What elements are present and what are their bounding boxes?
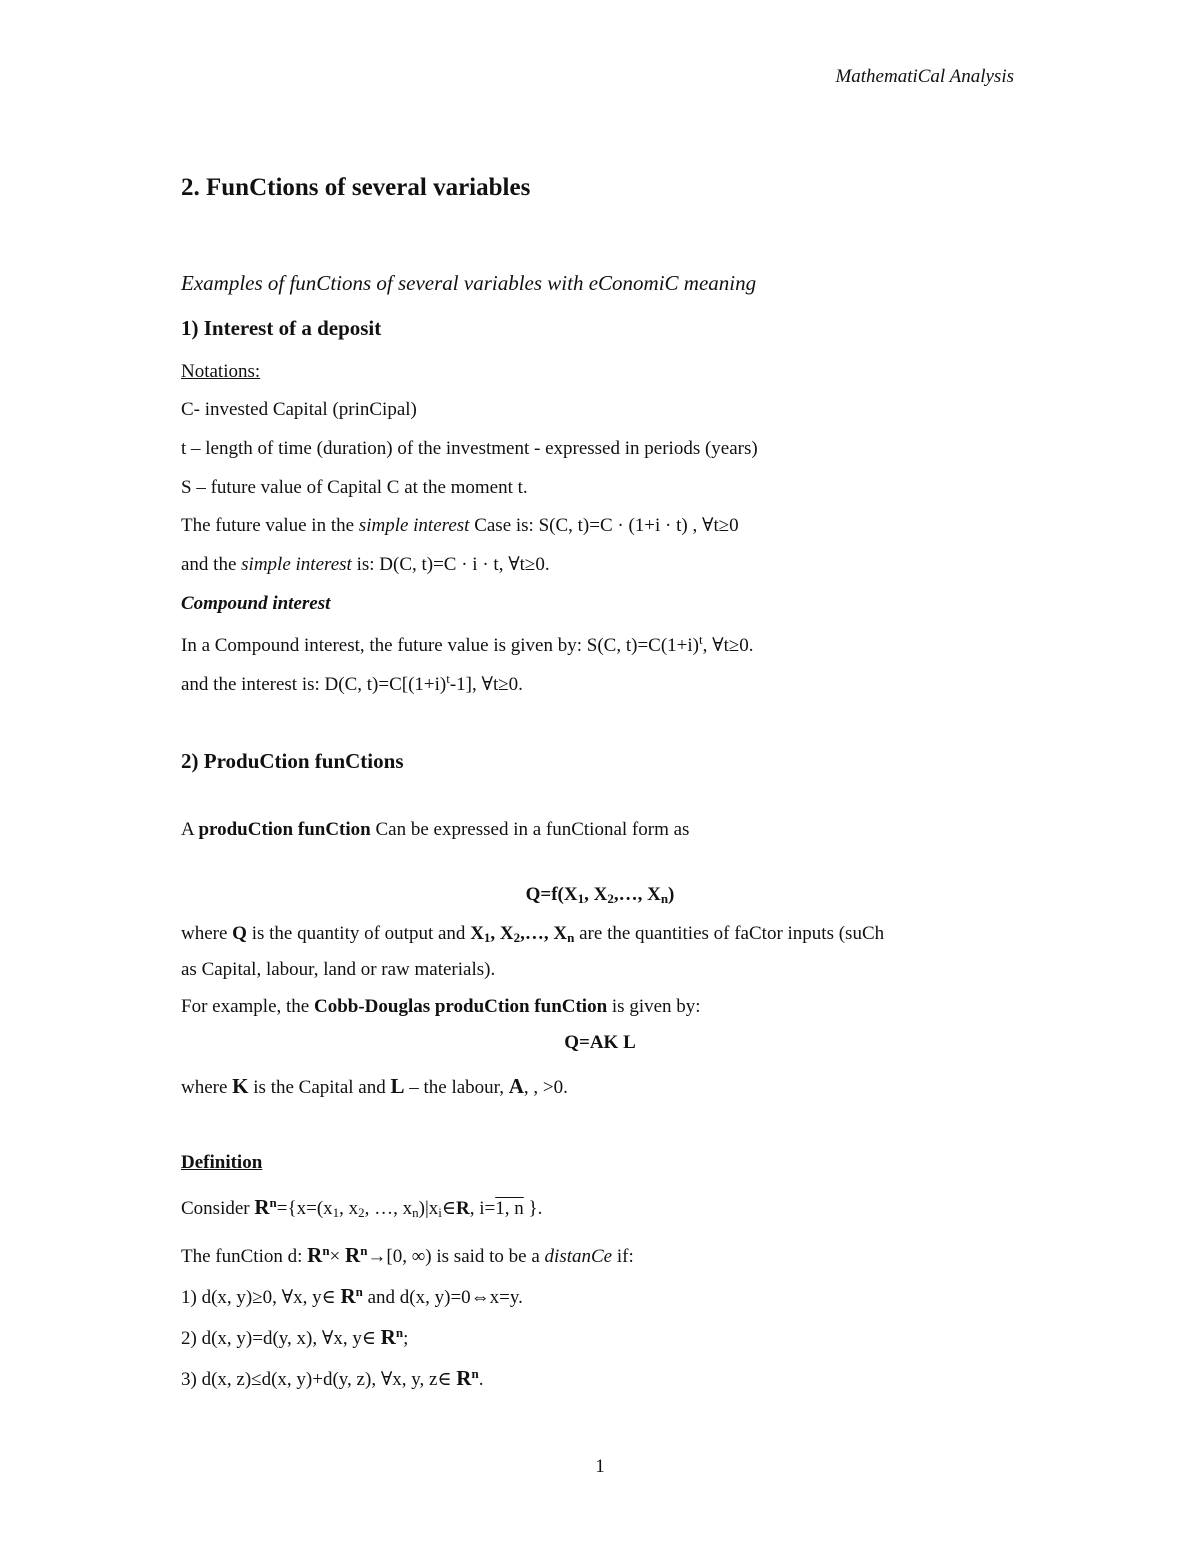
subtitle: Examples of funCtions of several variables with eConomiC meaning [181,271,757,295]
notation-t: t – length of time (duration) of the investment - expressed in periods (years) [181,438,758,459]
production-where-line-2: as Capital, labour, land or raw materials). [181,959,496,980]
cobb-douglas-formula: Q=AK L [564,1032,636,1053]
cobb-douglas-where: where K is the Capital and L – the labour, A, , >0. [181,1074,568,1098]
definition-label: Definition [181,1152,263,1173]
running-head: MathematiCal Analysis [835,66,1014,87]
production-function-formula: $Q=f(X_1$, $X_2,\dots$, $X_n$) [525,884,675,906]
distance-property-3: 3) d(x, z)≤d(x, y)+d(y, z), ∀x, y, z∈ $R^n$. [181,1366,484,1390]
notations-label: Notations: [181,361,261,382]
compound-interest-heading: Compound interest [181,593,331,614]
cobb-douglas-intro: For example, the Cobb-Douglas produCtion funCtion is given by: [181,996,701,1017]
rn-definition: Consider $R^n=\{x=(x_1$, $x_2$, …, $x_n)|x_i\in R$, i=1, n }. [181,1195,543,1220]
distance-definition: The funCtion d: $R^n\times R^n\to[0$, ∞) is said to be a distanCe if: [181,1243,634,1267]
heading-interest-deposit: 1) Interest of a deposit [181,316,382,340]
distance-property-2: 2) d(x, y)=d(y, x), ∀x, y∈ $R^n$; [181,1325,409,1349]
production-function-intro: A produCtion funCtion Can be expressed in a funCtional form as [181,819,690,840]
distance-property-1: 1) d(x, y)≥0, ∀x, y∈ $R^n$ and d(x, y)=0⇔x=y. [181,1284,523,1308]
page-number: 1 [595,1456,605,1477]
compound-interest-formula: and the interest is: D(C, $t)=C[(1+i)^t-1]$, ∀t≥0. [181,671,523,695]
simple-interest-formula: and the simple interest is: D(C, t)=C · i · t, ∀t≥0. [181,554,550,575]
section-title: 2. FunCtions of several variables [181,174,531,201]
production-where-line: where Q is the quantity of output and $X_1$, $X_2,\dots$, $X_n$ are the quantities of faCtor inputs (suCh [181,923,885,945]
simple-interest-future-value: The future value in the simple interest Case is: S(C, t)=C · (1+i · t) , ∀t≥0 [181,515,739,536]
notation-s: S – future value of Capital C at the moment t. [181,477,528,498]
compound-future-value: In a Compound interest, the future value is given by: S(C, $t)=C(1+i)^t$, ∀t≥0. [181,632,754,656]
heading-production-functions: 2) ProduCtion funCtions [181,749,404,773]
notation-c: C- invested Capital (prinCipal) [181,399,417,420]
